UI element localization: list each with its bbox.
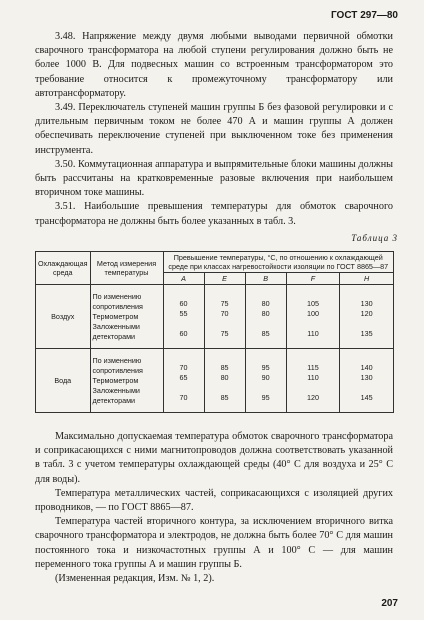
paragraph-secondary-circuit: Температура частей вторичного контура, за исключением вторичного витка сварочного трансформатора и электродов, не должна быть более 70° С для машин постоянного тока и низкочастотных группы А и 100° С — для машин переменного тока группы А и машин группы Б. [35,516,393,570]
method-line: детекторами [92,331,136,341]
value: 70 [179,363,188,372]
method-cell [90,349,163,413]
method-line: сопротивления [92,365,143,375]
value: 60 [179,329,188,338]
method-line: Заложенными [92,321,140,331]
value: 135 [360,329,373,338]
table-row [36,285,394,349]
paragraph-metal-parts: Температура металлических частей, соприкасающихся с изоляцией других проводников, — по ГОСТ 8865—87. [35,487,393,514]
paragraph-amendment: (Измененная редакция, Изм. № 1, 2). [55,573,215,585]
header-environment: Охлаждающая среда [36,252,91,285]
value: 95 [261,393,270,402]
class-header: A [163,273,204,285]
paragraph-max-temperature: Максимально допускаемая температура обмоток сварочного трансформатора и соприкасающихся с ними магнитопроводов должна соответствовать указанной в табл. 3 с учетом температуры охлаждающей среды (40° С для воздуха и 25° С для воды). [35,431,393,485]
value: 60 [179,299,188,308]
environment-cell: Вода [36,349,91,413]
value-cell [245,285,286,349]
paragraph-3-48: 3.48. Напряжение между двумя любыми выводами первичной обмотки сварочного трансформатора на любой ступени регулирования должно быть не более 1000 В. Для подвесных машин со встроенным трансформатором это требование относится к промежуточному трансформатору или автотрансформатору. [35,31,393,99]
value-cell [286,349,340,413]
value-cell [245,349,286,413]
paragraphs-bottom [35,430,393,586]
value-cell [340,349,394,413]
value: 110 [307,373,319,382]
value: 100 [306,309,319,318]
value: 115 [307,363,319,372]
value: 65 [179,373,188,382]
value: 95 [261,363,270,372]
class-header: E [204,273,245,285]
table-caption: Таблица 3 [351,233,398,243]
value: 140 [360,363,373,372]
method-line: Термометром [92,311,139,321]
value: 105 [306,299,319,308]
header-temperature-rise: Превышение температуры, °С, по отношению к охлаждающей среде при классах нагревостойкости изоляции по ГОСТ 8865—87 [163,252,394,273]
environment-cell: Воздух [36,285,91,349]
page-number: 207 [381,598,398,609]
method-line: Термометром [92,375,139,385]
value: 85 [220,393,229,402]
paragraph-3-50: 3.50. Коммутационная аппаратура и выпрямительные блоки машины должны быть рассчитаны на кратковременные разовые включения при наибольшем вторичном токе машины. [35,158,393,199]
value: 145 [360,393,373,402]
paragraph-3-49: 3.49. Переключатель ступеней машин группы Б без фазовой регулировки и с длительным первичным током не более 470 А и машин группы А должен обеспечивать переключение ступеней при выключенном токе без применения инструмента. [35,102,393,156]
value: 130 [360,299,373,308]
value: 85 [220,363,229,372]
paragraphs-top [35,30,393,229]
table-row [36,349,394,413]
method-line: Заложенными [92,385,140,395]
value: 110 [307,329,319,338]
value: 80 [220,373,229,382]
header-method: Метод измерения температуры [90,252,163,285]
value: 120 [360,309,373,318]
value: 90 [261,373,270,382]
value-cell [163,349,204,413]
class-header: B [245,273,286,285]
value: 75 [220,299,229,308]
method-line: сопротивления [92,301,143,311]
value: 80 [261,299,270,308]
value: 55 [179,309,188,318]
value-cell [163,285,204,349]
value: 130 [360,373,373,382]
method-line: детекторами [92,395,136,405]
value-cell [340,285,394,349]
method-line: По изменению [92,291,142,301]
temperature-table [35,251,394,413]
method-line: По изменению [92,355,142,365]
class-header: H [340,273,394,285]
page-header: ГОСТ 297—80 [331,10,398,21]
value-cell [286,285,340,349]
value-cell [204,285,245,349]
paragraph-3-51: 3.51. Наибольшие превышения температуры для обмоток сварочного трансформатора не должны быть более указанных в табл. 3. [35,201,393,227]
value-cell [204,349,245,413]
value: 70 [179,393,188,402]
class-header: F [286,273,340,285]
value: 70 [220,309,229,318]
value: 85 [261,329,270,338]
method-cell [90,285,163,349]
value: 120 [306,393,319,402]
value: 80 [261,309,270,318]
value: 75 [220,329,229,338]
